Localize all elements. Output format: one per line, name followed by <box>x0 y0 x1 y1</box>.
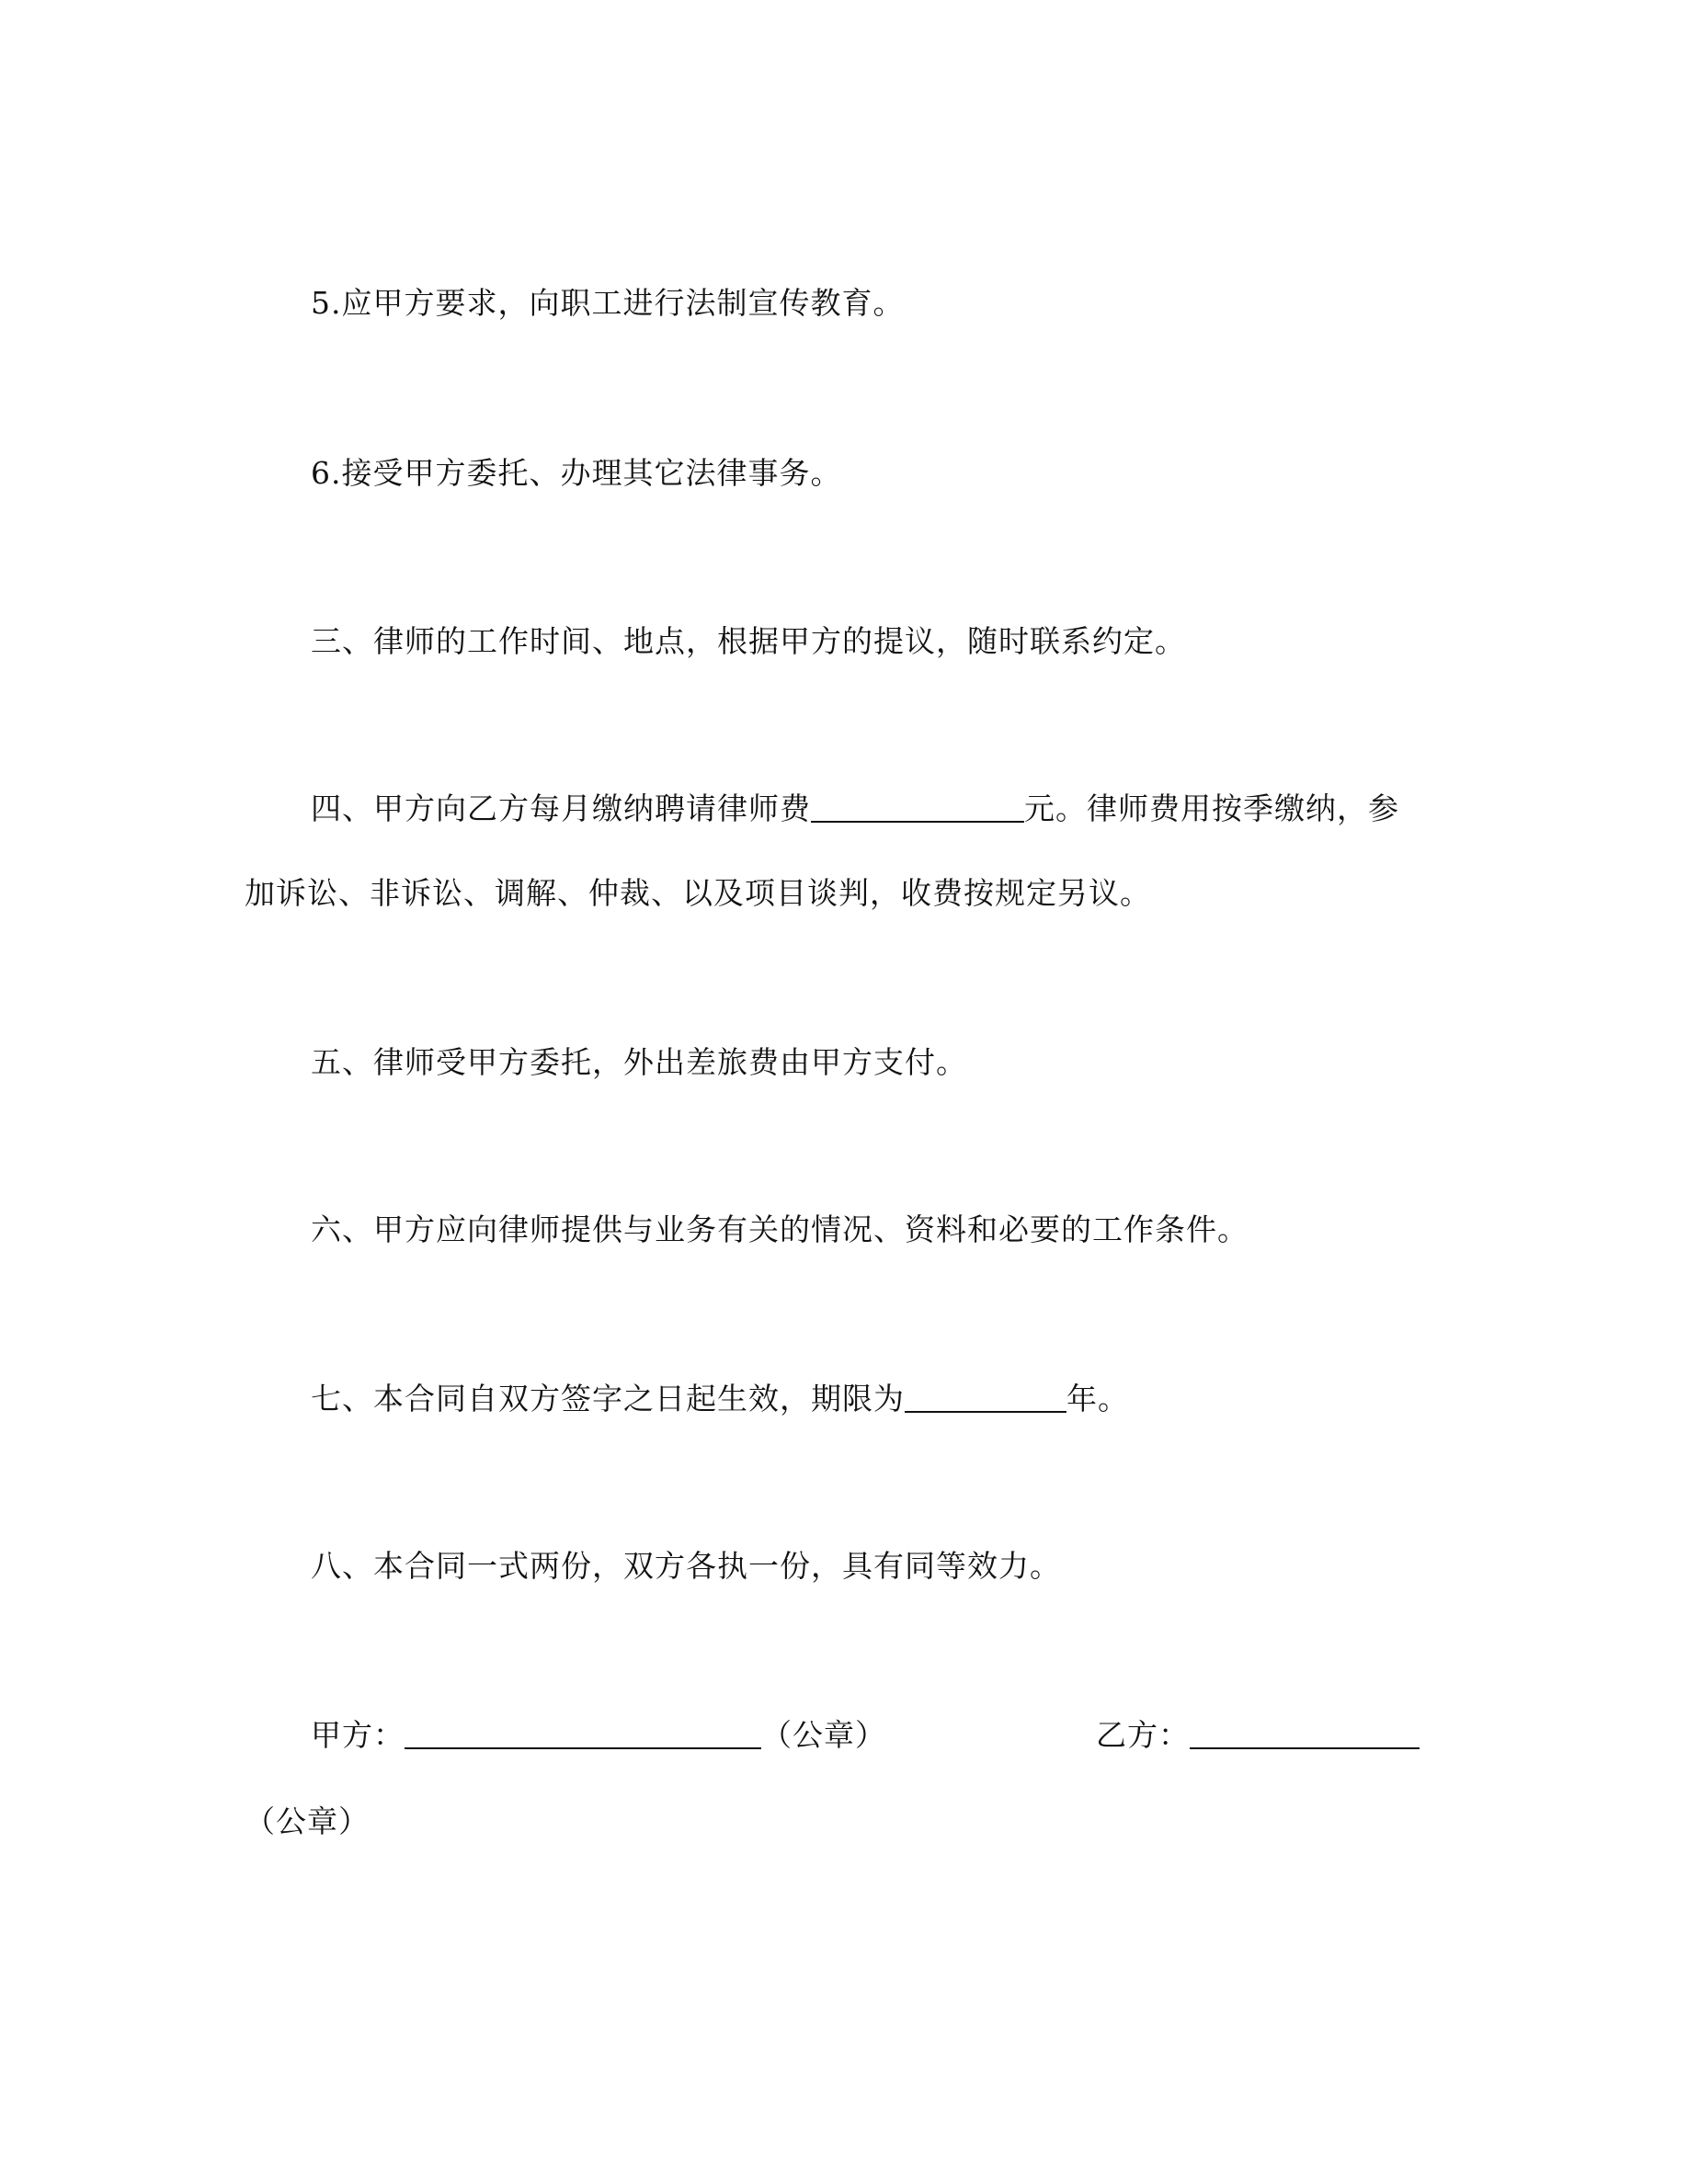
party-a-seal: （公章） <box>761 1717 886 1753</box>
party-a-signature <box>311 1717 886 1754</box>
clause-seven <box>311 1381 1129 1417</box>
clause-four-line2: 加诉讼、非诉讼、调解、仲裁、以及项目谈判，收费按规定另议。 <box>245 875 1151 911</box>
party-b-signature-blank <box>1190 1720 1420 1749</box>
clause-item-6: 6.接受甲方委托、办理其它法律事务。 <box>311 455 842 491</box>
clause-four-prefix: 四、甲方向乙方每月缴纳聘请律师费 <box>311 791 811 826</box>
clause-eight: 八、本合同一式两份，双方各执一份，具有同等效力。 <box>311 1548 1061 1584</box>
party-b-label: 乙方： <box>1096 1717 1190 1753</box>
clause-seven-prefix: 七、本合同自双方签字之日起生效，期限为 <box>311 1381 905 1416</box>
fee-amount-blank <box>811 793 1024 823</box>
clause-six: 六、甲方应向律师提供与业务有关的情况、资料和必要的工作条件。 <box>311 1211 1249 1247</box>
clause-three: 三、律师的工作时间、地点，根据甲方的提议，随时联系约定。 <box>311 623 1186 659</box>
clause-five: 五、律师受甲方委托，外出差旅费由甲方支付。 <box>311 1044 967 1080</box>
party-a-signature-blank <box>405 1720 761 1749</box>
clause-four-suffix: 元。律师费用按季缴纳，参 <box>1024 791 1399 826</box>
term-years-blank <box>905 1383 1066 1413</box>
party-b-seal: （公章） <box>245 1803 370 1839</box>
clause-four-line1 <box>311 791 1399 827</box>
clause-seven-suffix: 年。 <box>1066 1381 1129 1416</box>
clause-item-5: 5.应甲方要求，向职工进行法制宣传教育。 <box>311 285 905 321</box>
party-b-signature <box>1096 1717 1420 1754</box>
party-a-label: 甲方： <box>311 1717 405 1753</box>
